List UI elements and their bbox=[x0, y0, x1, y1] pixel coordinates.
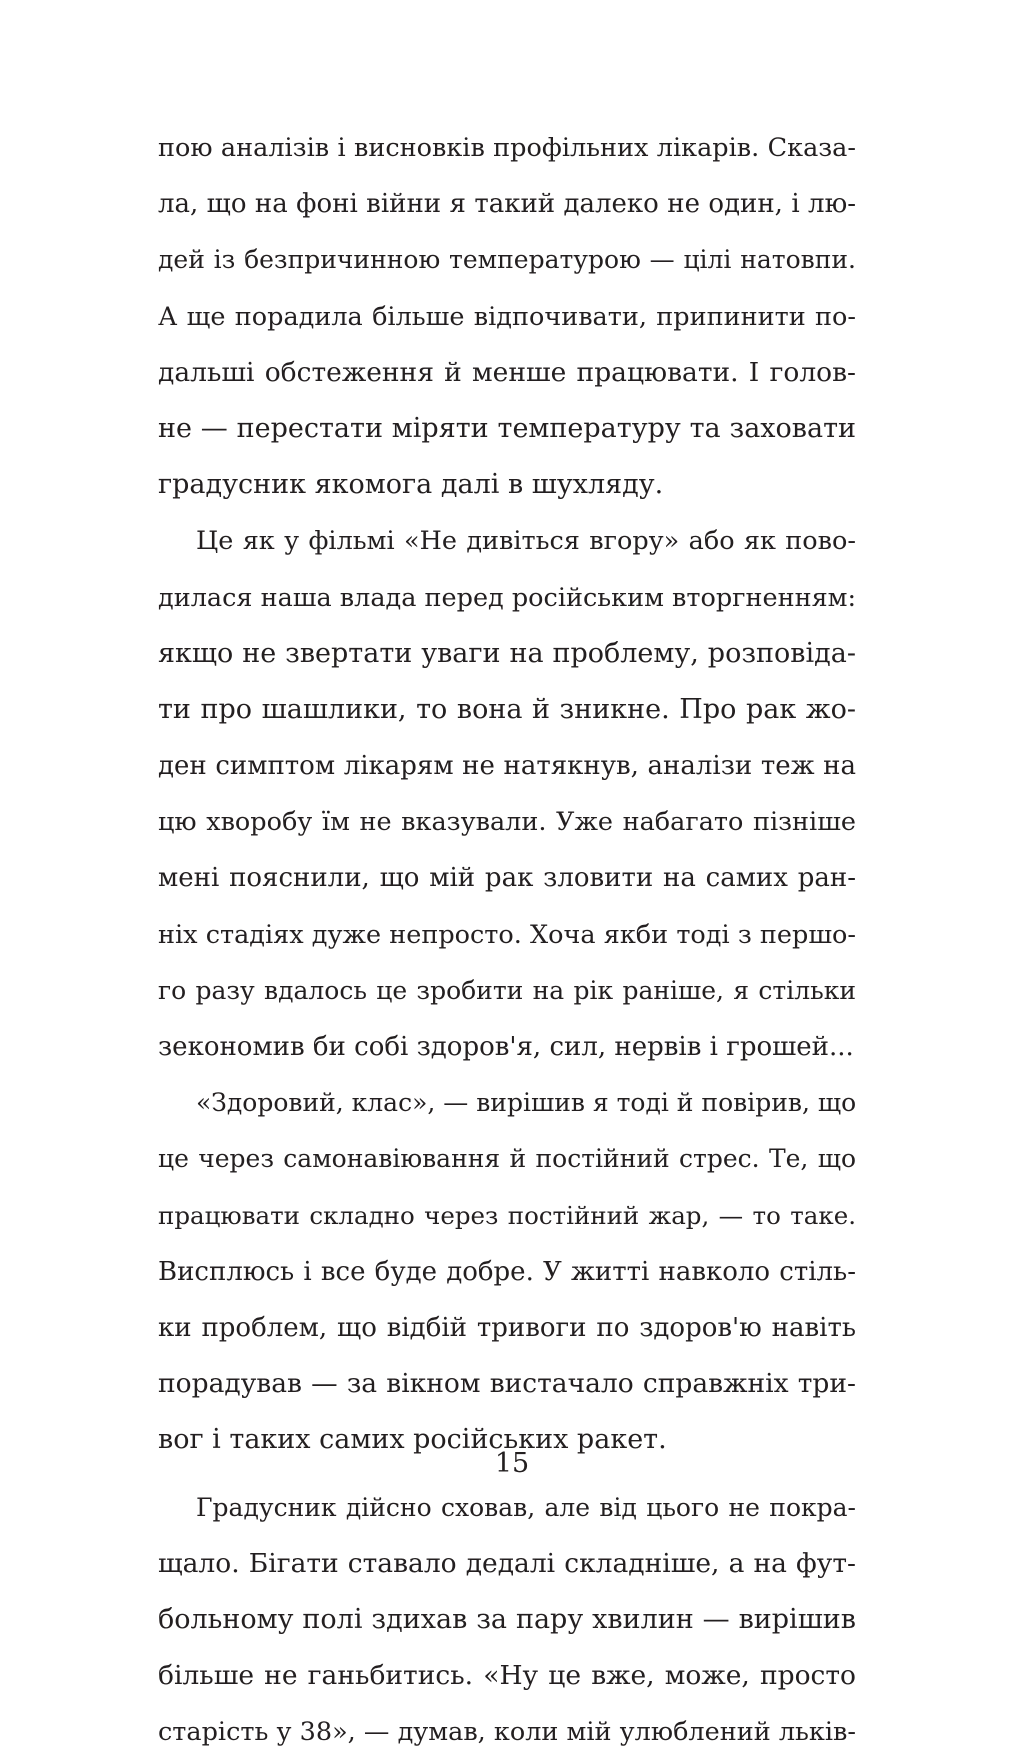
text-line: ден симптом лікарям не натякнув, аналізи теж на bbox=[158, 751, 856, 782]
text-line: «Здоровий, клас», — вирішив я тоді й повірив, що bbox=[196, 1088, 857, 1118]
text-line: ла, що на фоні війни я такий далеко не один, і лю- bbox=[158, 189, 856, 220]
text-line: працювати складно через постійний жар, — то таке. bbox=[158, 1200, 856, 1230]
text-line: вог і таких самих російських ракет. bbox=[158, 1424, 667, 1456]
text-line: Висплюсь і все буде добре. У житті навколо стіль- bbox=[158, 1256, 856, 1287]
text-line: зекономив би собі здоров'я, сил, нервів і грошей... bbox=[158, 1032, 854, 1062]
text-line: дей із безпричинною температурою — цілі натовпи. bbox=[158, 245, 856, 275]
text-line: Це як у фільмі «Не дивіться вгору» або як пово- bbox=[196, 526, 856, 557]
text-line: больному полі здихав за пару хвилин — вирішив bbox=[158, 1603, 856, 1635]
text-line: го разу вдалось це зробити на рік раніше, я стільки bbox=[158, 975, 856, 1005]
text-line: цю хворобу їм не вказували. Уже набагато пізніше bbox=[158, 807, 856, 838]
text-line: Градусник дійсно сховав, але від цього не покра- bbox=[196, 1492, 856, 1522]
text-line: дилася наша влада перед російським вторгненням: bbox=[158, 582, 857, 613]
text-line: це через самонавіювання й постійний стрес. Те, що bbox=[158, 1144, 856, 1174]
text-line: не — перестати міряти температуру та заховати bbox=[158, 412, 856, 444]
page-number: 15 bbox=[494, 1448, 530, 1479]
text-line: якщо не звертати уваги на проблему, розповіда- bbox=[158, 637, 856, 669]
text-line: градусник якомога далі в шухляду. bbox=[158, 469, 664, 501]
text-line: мені пояснили, що мій рак зловити на самих ран- bbox=[158, 863, 856, 894]
text-line: старість у 38», — думав, коли мій улюблений льків- bbox=[158, 1717, 856, 1748]
text-line: А ще порадила більше відпочивати, припинити по- bbox=[158, 301, 856, 332]
text-line: пою аналізів і висновків профільних лікарів. Сказа- bbox=[158, 133, 856, 163]
text-line: порадував — за вікном вистачало справжніх три- bbox=[158, 1368, 856, 1400]
text-line: щало. Бігати ставало дедалі складніше, а на фут- bbox=[158, 1547, 856, 1579]
text-line: дальші обстеження й менше працювати. І голов- bbox=[158, 356, 856, 388]
body-text bbox=[158, 120, 856, 1760]
text-line: ки проблем, що відбій тривоги по здоров'ю навіть bbox=[158, 1312, 856, 1343]
text-line: ти про шашлики, то вона й зникне. Про рак жо- bbox=[158, 693, 856, 725]
text-line: ніх стадіях дуже непросто. Хоча якби тоді з першо- bbox=[158, 919, 856, 950]
text-line: більше не ганьбитись. «Ну це вже, може, просто bbox=[158, 1660, 856, 1692]
